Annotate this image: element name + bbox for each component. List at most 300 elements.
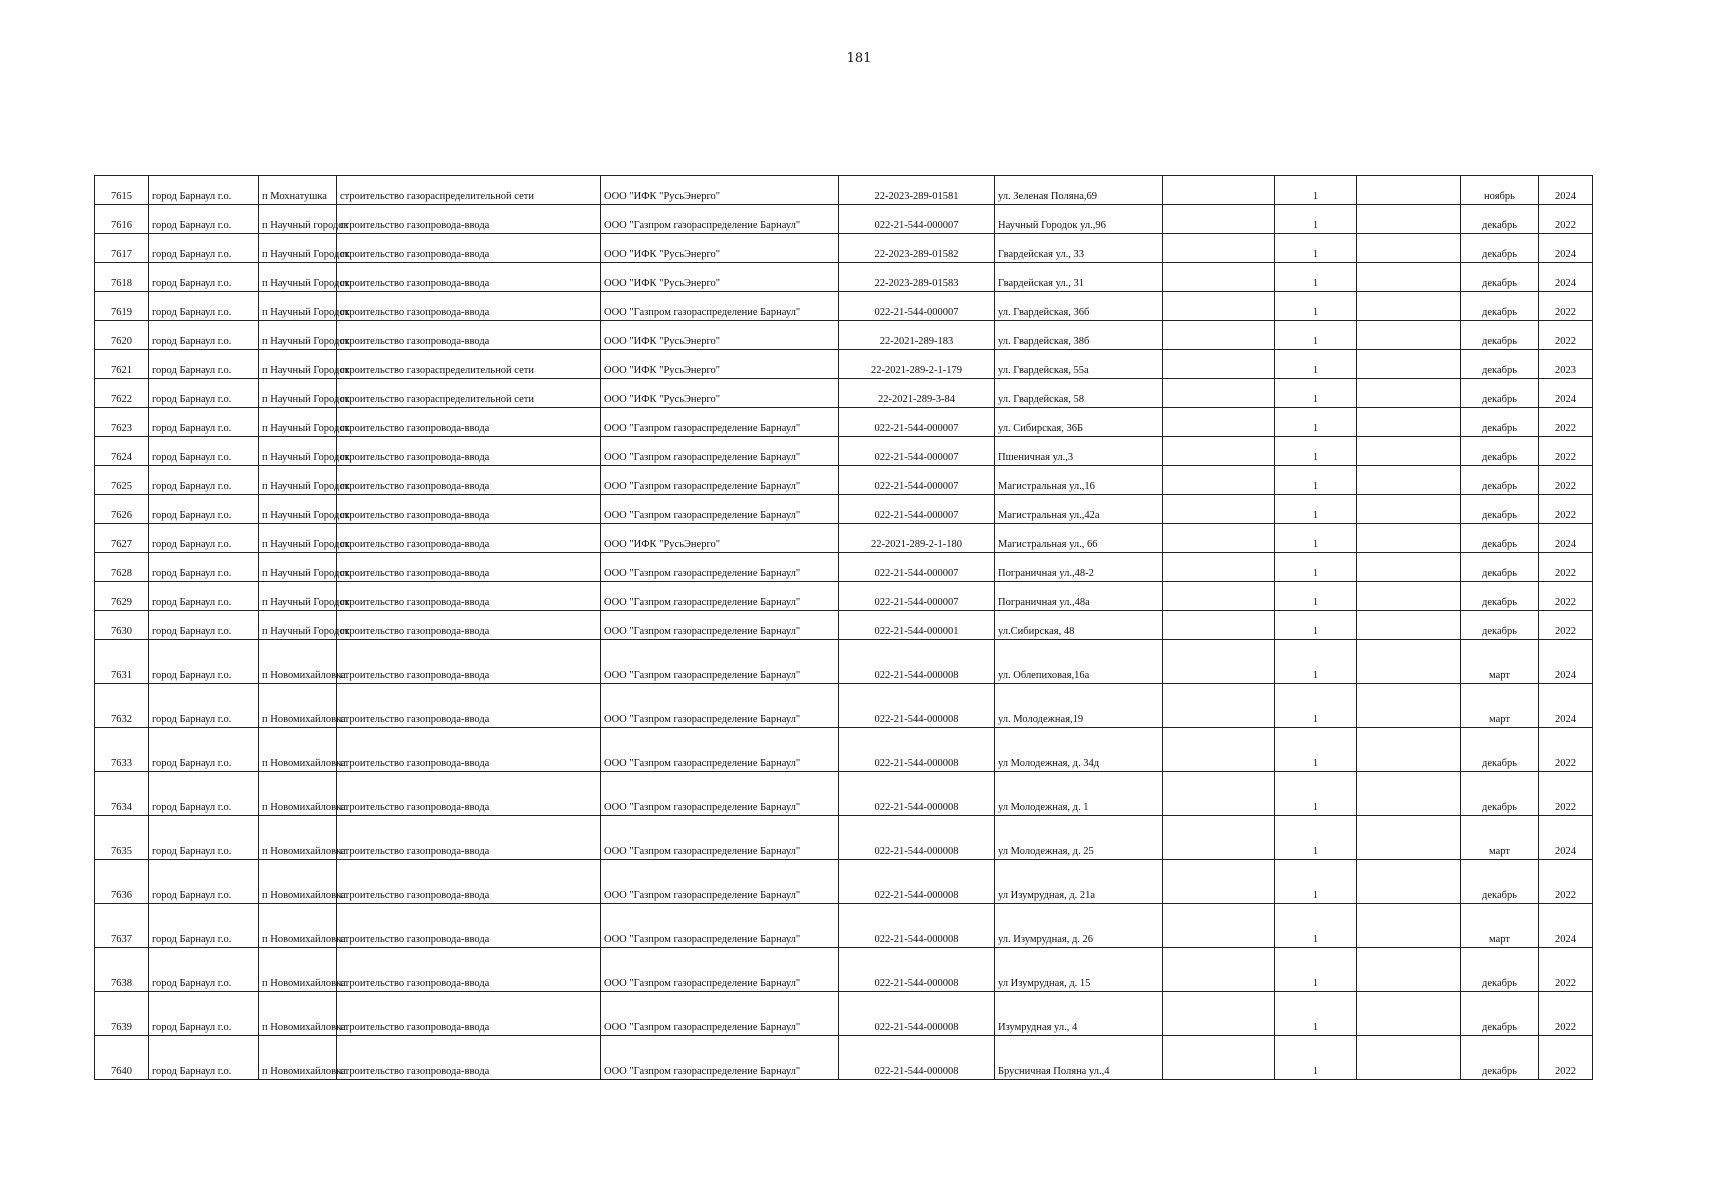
quantity-cell: 1: [1275, 553, 1357, 582]
district-cell: город Барнаул г.о.: [149, 466, 259, 495]
blank-cell: [1163, 1036, 1275, 1080]
district-cell: город Барнаул г.о.: [149, 379, 259, 408]
work-type-cell: строительство газопровода-ввода: [337, 437, 601, 466]
blank-cell: [1163, 582, 1275, 611]
district-cell: город Барнаул г.о.: [149, 582, 259, 611]
blank-cell: [1163, 321, 1275, 350]
settlement-cell: п Новомихайловка: [259, 772, 337, 816]
blank-cell: [1357, 553, 1461, 582]
gas-connection-register-table: [94, 175, 1593, 1080]
table-row: [95, 1036, 1593, 1080]
quantity-cell: 1: [1275, 611, 1357, 640]
address-cell: ул Изумрудная, д. 15: [995, 948, 1163, 992]
row-number: 7635: [95, 816, 149, 860]
settlement-cell: п Новомихайловка: [259, 684, 337, 728]
blank-cell: [1163, 816, 1275, 860]
quantity-cell: 1: [1275, 321, 1357, 350]
month-cell: декабрь: [1461, 466, 1539, 495]
table-row: [95, 234, 1593, 263]
district-cell: город Барнаул г.о.: [149, 205, 259, 234]
blank-cell: [1163, 350, 1275, 379]
district-cell: город Барнаул г.о.: [149, 728, 259, 772]
organization-cell: ООО "ИФК "РусьЭнерго": [601, 321, 839, 350]
blank-cell: [1357, 816, 1461, 860]
settlement-cell: п Научный Городок: [259, 234, 337, 263]
row-number: 7632: [95, 684, 149, 728]
table-row: [95, 176, 1593, 205]
table-row: [95, 495, 1593, 524]
table-row: [95, 582, 1593, 611]
work-type-cell: строительство газопровода-ввода: [337, 772, 601, 816]
year-cell: 2022: [1539, 948, 1593, 992]
month-cell: декабрь: [1461, 553, 1539, 582]
settlement-cell: п Новомихайловка: [259, 948, 337, 992]
district-cell: город Барнаул г.о.: [149, 263, 259, 292]
organization-cell: ООО "Газпром газораспределение Барнаул": [601, 904, 839, 948]
settlement-cell: п Научный Городок: [259, 408, 337, 437]
blank-cell: [1357, 860, 1461, 904]
year-cell: 2022: [1539, 611, 1593, 640]
blank-cell: [1357, 350, 1461, 379]
page-number: 181: [846, 51, 872, 66]
address-cell: ул. Гвардейская, 55а: [995, 350, 1163, 379]
blank-cell: [1357, 321, 1461, 350]
row-number: 7619: [95, 292, 149, 321]
program-code-cell: 022-21-544-000007: [839, 437, 995, 466]
blank-cell: [1163, 772, 1275, 816]
row-number: 7622: [95, 379, 149, 408]
month-cell: декабрь: [1461, 263, 1539, 292]
year-cell: 2022: [1539, 772, 1593, 816]
settlement-cell: п Новомихайловка: [259, 728, 337, 772]
work-type-cell: строительство газораспределительной сети: [337, 379, 601, 408]
settlement-cell: п Новомихайловка: [259, 992, 337, 1036]
row-number: 7628: [95, 553, 149, 582]
quantity-cell: 1: [1275, 728, 1357, 772]
work-type-cell: строительство газопровода-ввода: [337, 466, 601, 495]
row-number: 7624: [95, 437, 149, 466]
table-row: [95, 292, 1593, 321]
table-row: [95, 553, 1593, 582]
blank-cell: [1163, 292, 1275, 321]
quantity-cell: 1: [1275, 904, 1357, 948]
address-cell: ул. Изумрудная, д. 26: [995, 904, 1163, 948]
quantity-cell: 1: [1275, 437, 1357, 466]
month-cell: ноябрь: [1461, 176, 1539, 205]
month-cell: декабрь: [1461, 772, 1539, 816]
organization-cell: ООО "Газпром газораспределение Барнаул": [601, 1036, 839, 1080]
address-cell: Брусничная Поляна ул.,4: [995, 1036, 1163, 1080]
settlement-cell: п Научный Городок: [259, 350, 337, 379]
organization-cell: ООО "Газпром газораспределение Барнаул": [601, 948, 839, 992]
month-cell: декабрь: [1461, 437, 1539, 466]
program-code-cell: 022-21-544-000007: [839, 553, 995, 582]
blank-cell: [1357, 640, 1461, 684]
table-row: [95, 992, 1593, 1036]
district-cell: город Барнаул г.о.: [149, 321, 259, 350]
table-row: [95, 640, 1593, 684]
address-cell: ул. Облепиховая,16а: [995, 640, 1163, 684]
year-cell: 2022: [1539, 292, 1593, 321]
organization-cell: ООО "Газпром газораспределение Барнаул": [601, 495, 839, 524]
settlement-cell: п Научный Городок: [259, 321, 337, 350]
table-row: [95, 611, 1593, 640]
settlement-cell: п Научный Городок: [259, 292, 337, 321]
quantity-cell: 1: [1275, 1036, 1357, 1080]
settlement-cell: п Научный Городок: [259, 553, 337, 582]
month-cell: декабрь: [1461, 321, 1539, 350]
quantity-cell: 1: [1275, 292, 1357, 321]
table-row: [95, 321, 1593, 350]
organization-cell: ООО "ИФК "РусьЭнерго": [601, 234, 839, 263]
register-body: [95, 176, 1593, 1080]
program-code-cell: 022-21-544-000008: [839, 1036, 995, 1080]
quantity-cell: 1: [1275, 684, 1357, 728]
address-cell: ул. Гвардейская, 38б: [995, 321, 1163, 350]
program-code-cell: 022-21-544-000008: [839, 728, 995, 772]
address-cell: Научный Городок ул.,96: [995, 205, 1163, 234]
table-row: [95, 684, 1593, 728]
district-cell: город Барнаул г.о.: [149, 350, 259, 379]
address-cell: ул. Зеленая Поляна,69: [995, 176, 1163, 205]
work-type-cell: строительство газопровода-ввода: [337, 948, 601, 992]
month-cell: декабрь: [1461, 379, 1539, 408]
program-code-cell: 022-21-544-000008: [839, 684, 995, 728]
work-type-cell: строительство газораспределительной сети: [337, 350, 601, 379]
month-cell: декабрь: [1461, 1036, 1539, 1080]
program-code-cell: 022-21-544-000007: [839, 408, 995, 437]
table-row: [95, 466, 1593, 495]
blank-cell: [1163, 904, 1275, 948]
quantity-cell: 1: [1275, 408, 1357, 437]
program-code-cell: 22-2021-289-2-1-180: [839, 524, 995, 553]
blank-cell: [1357, 437, 1461, 466]
district-cell: город Барнаул г.о.: [149, 408, 259, 437]
address-cell: ул Молодежная, д. 25: [995, 816, 1163, 860]
month-cell: март: [1461, 684, 1539, 728]
blank-cell: [1163, 684, 1275, 728]
program-code-cell: 022-21-544-000008: [839, 860, 995, 904]
blank-cell: [1357, 292, 1461, 321]
quantity-cell: 1: [1275, 524, 1357, 553]
row-number: 7618: [95, 263, 149, 292]
year-cell: 2022: [1539, 408, 1593, 437]
district-cell: город Барнаул г.о.: [149, 495, 259, 524]
address-cell: ул. Гвардейская, 58: [995, 379, 1163, 408]
work-type-cell: строительство газопровода-ввода: [337, 904, 601, 948]
organization-cell: ООО "Газпром газораспределение Барнаул": [601, 684, 839, 728]
year-cell: 2022: [1539, 205, 1593, 234]
month-cell: декабрь: [1461, 234, 1539, 263]
work-type-cell: строительство газопровода-ввода: [337, 611, 601, 640]
blank-cell: [1357, 772, 1461, 816]
settlement-cell: п Научный Городок: [259, 582, 337, 611]
row-number: 7621: [95, 350, 149, 379]
address-cell: Пшеничная ул.,3: [995, 437, 1163, 466]
settlement-cell: п Научный Городок: [259, 263, 337, 292]
year-cell: 2022: [1539, 992, 1593, 1036]
address-cell: ул. Сибирская, 36Б: [995, 408, 1163, 437]
table-row: [95, 948, 1593, 992]
blank-cell: [1357, 728, 1461, 772]
month-cell: декабрь: [1461, 524, 1539, 553]
organization-cell: ООО "Газпром газораспределение Барнаул": [601, 408, 839, 437]
blank-cell: [1357, 1036, 1461, 1080]
month-cell: декабрь: [1461, 408, 1539, 437]
blank-cell: [1163, 948, 1275, 992]
month-cell: декабрь: [1461, 292, 1539, 321]
program-code-cell: 22-2021-289-2-1-179: [839, 350, 995, 379]
blank-cell: [1163, 640, 1275, 684]
program-code-cell: 22-2023-289-01583: [839, 263, 995, 292]
settlement-cell: п Научный Городок: [259, 524, 337, 553]
year-cell: 2022: [1539, 582, 1593, 611]
address-cell: ул. Гвардейская, 36б: [995, 292, 1163, 321]
organization-cell: ООО "Газпром газораспределение Барнаул": [601, 772, 839, 816]
table-row: [95, 524, 1593, 553]
blank-cell: [1357, 684, 1461, 728]
work-type-cell: строительство газопровода-ввода: [337, 524, 601, 553]
blank-cell: [1163, 234, 1275, 263]
district-cell: город Барнаул г.о.: [149, 611, 259, 640]
organization-cell: ООО "Газпром газораспределение Барнаул": [601, 728, 839, 772]
quantity-cell: 1: [1275, 948, 1357, 992]
program-code-cell: 022-21-544-000008: [839, 772, 995, 816]
district-cell: город Барнаул г.о.: [149, 176, 259, 205]
year-cell: 2024: [1539, 379, 1593, 408]
address-cell: ул.Сибирская, 48: [995, 611, 1163, 640]
work-type-cell: строительство газопровода-ввода: [337, 860, 601, 904]
work-type-cell: строительство газопровода-ввода: [337, 992, 601, 1036]
address-cell: ул Молодежная, д. 1: [995, 772, 1163, 816]
month-cell: декабрь: [1461, 582, 1539, 611]
address-cell: Магистральная ул.,16: [995, 466, 1163, 495]
row-number: 7615: [95, 176, 149, 205]
district-cell: город Барнаул г.о.: [149, 524, 259, 553]
year-cell: 2022: [1539, 1036, 1593, 1080]
district-cell: город Барнаул г.о.: [149, 684, 259, 728]
blank-cell: [1163, 437, 1275, 466]
row-number: 7625: [95, 466, 149, 495]
row-number: 7630: [95, 611, 149, 640]
work-type-cell: строительство газопровода-ввода: [337, 553, 601, 582]
blank-cell: [1163, 992, 1275, 1036]
blank-cell: [1357, 263, 1461, 292]
row-number: 7629: [95, 582, 149, 611]
work-type-cell: строительство газопровода-ввода: [337, 408, 601, 437]
quantity-cell: 1: [1275, 816, 1357, 860]
organization-cell: ООО "ИФК "РусьЭнерго": [601, 379, 839, 408]
program-code-cell: 022-21-544-000008: [839, 992, 995, 1036]
work-type-cell: строительство газопровода-ввода: [337, 582, 601, 611]
address-cell: Гвардейская ул., 31: [995, 263, 1163, 292]
quantity-cell: 1: [1275, 205, 1357, 234]
work-type-cell: строительство газопровода-ввода: [337, 321, 601, 350]
work-type-cell: строительство газопровода-ввода: [337, 234, 601, 263]
district-cell: город Барнаул г.о.: [149, 860, 259, 904]
blank-cell: [1163, 495, 1275, 524]
work-type-cell: строительство газопровода-ввода: [337, 816, 601, 860]
blank-cell: [1357, 176, 1461, 205]
quantity-cell: 1: [1275, 379, 1357, 408]
year-cell: 2022: [1539, 495, 1593, 524]
row-number: 7627: [95, 524, 149, 553]
year-cell: 2022: [1539, 728, 1593, 772]
address-cell: Магистральная ул., 66: [995, 524, 1163, 553]
organization-cell: ООО "Газпром газораспределение Барнаул": [601, 860, 839, 904]
address-cell: Пограничная ул.,48-2: [995, 553, 1163, 582]
organization-cell: ООО "Газпром газораспределение Барнаул": [601, 466, 839, 495]
settlement-cell: п Новомихайловка: [259, 640, 337, 684]
blank-cell: [1163, 263, 1275, 292]
district-cell: город Барнаул г.о.: [149, 816, 259, 860]
row-number: 7623: [95, 408, 149, 437]
row-number: 7640: [95, 1036, 149, 1080]
district-cell: город Барнаул г.о.: [149, 437, 259, 466]
program-code-cell: 022-21-544-000008: [839, 640, 995, 684]
work-type-cell: строительство газопровода-ввода: [337, 205, 601, 234]
row-number: 7626: [95, 495, 149, 524]
address-cell: ул Изумрудная, д. 21а: [995, 860, 1163, 904]
blank-cell: [1357, 495, 1461, 524]
table-row: [95, 904, 1593, 948]
row-number: 7617: [95, 234, 149, 263]
blank-cell: [1163, 611, 1275, 640]
blank-cell: [1163, 176, 1275, 205]
month-cell: декабрь: [1461, 205, 1539, 234]
settlement-cell: п Научный Городок: [259, 611, 337, 640]
work-type-cell: строительство газопровода-ввода: [337, 684, 601, 728]
settlement-cell: п Новомихайловка: [259, 904, 337, 948]
district-cell: город Барнаул г.о.: [149, 234, 259, 263]
blank-cell: [1357, 611, 1461, 640]
organization-cell: ООО "Газпром газораспределение Барнаул": [601, 611, 839, 640]
program-code-cell: 22-2021-289-183: [839, 321, 995, 350]
blank-cell: [1357, 524, 1461, 553]
blank-cell: [1163, 860, 1275, 904]
work-type-cell: строительство газораспределительной сети: [337, 176, 601, 205]
row-number: 7638: [95, 948, 149, 992]
table-row: [95, 772, 1593, 816]
table-row: [95, 379, 1593, 408]
district-cell: город Барнаул г.о.: [149, 772, 259, 816]
blank-cell: [1357, 379, 1461, 408]
table-row: [95, 860, 1593, 904]
year-cell: 2024: [1539, 176, 1593, 205]
quantity-cell: 1: [1275, 263, 1357, 292]
blank-cell: [1357, 234, 1461, 263]
settlement-cell: п Мохнатушка: [259, 176, 337, 205]
table-row: [95, 205, 1593, 234]
quantity-cell: 1: [1275, 350, 1357, 379]
address-cell: ул Молодежная, д. 34д: [995, 728, 1163, 772]
program-code-cell: 022-21-544-000001: [839, 611, 995, 640]
address-cell: Магистральная ул.,42а: [995, 495, 1163, 524]
program-code-cell: 022-21-544-000007: [839, 466, 995, 495]
settlement-cell: п Научный городок: [259, 205, 337, 234]
district-cell: город Барнаул г.о.: [149, 292, 259, 321]
work-type-cell: строительство газопровода-ввода: [337, 292, 601, 321]
month-cell: март: [1461, 904, 1539, 948]
row-number: 7636: [95, 860, 149, 904]
program-code-cell: 22-2023-289-01582: [839, 234, 995, 263]
year-cell: 2024: [1539, 524, 1593, 553]
year-cell: 2022: [1539, 466, 1593, 495]
organization-cell: ООО "ИФК "РусьЭнерго": [601, 524, 839, 553]
blank-cell: [1357, 466, 1461, 495]
year-cell: 2022: [1539, 321, 1593, 350]
row-number: 7637: [95, 904, 149, 948]
table-row: [95, 437, 1593, 466]
organization-cell: ООО "Газпром газораспределение Барнаул": [601, 437, 839, 466]
work-type-cell: строительство газопровода-ввода: [337, 728, 601, 772]
settlement-cell: п Новомихайловка: [259, 816, 337, 860]
table-row: [95, 816, 1593, 860]
district-cell: город Барнаул г.о.: [149, 1036, 259, 1080]
blank-cell: [1163, 408, 1275, 437]
organization-cell: ООО "ИФК "РусьЭнерго": [601, 263, 839, 292]
address-cell: ул. Молодежная,19: [995, 684, 1163, 728]
organization-cell: ООО "Газпром газораспределение Барнаул": [601, 640, 839, 684]
organization-cell: ООО "Газпром газораспределение Барнаул": [601, 992, 839, 1036]
program-code-cell: 022-21-544-000008: [839, 904, 995, 948]
district-cell: город Барнаул г.о.: [149, 904, 259, 948]
year-cell: 2024: [1539, 904, 1593, 948]
month-cell: март: [1461, 816, 1539, 860]
row-number: 7633: [95, 728, 149, 772]
organization-cell: ООО "Газпром газораспределение Барнаул": [601, 553, 839, 582]
blank-cell: [1163, 466, 1275, 495]
month-cell: март: [1461, 640, 1539, 684]
month-cell: декабрь: [1461, 948, 1539, 992]
quantity-cell: 1: [1275, 176, 1357, 205]
year-cell: 2024: [1539, 684, 1593, 728]
settlement-cell: п Новомихайловка: [259, 1036, 337, 1080]
year-cell: 2023: [1539, 350, 1593, 379]
quantity-cell: 1: [1275, 772, 1357, 816]
work-type-cell: строительство газопровода-ввода: [337, 263, 601, 292]
blank-cell: [1163, 205, 1275, 234]
blank-cell: [1357, 408, 1461, 437]
address-cell: Изумрудная ул., 4: [995, 992, 1163, 1036]
month-cell: декабрь: [1461, 860, 1539, 904]
program-code-cell: 022-21-544-000008: [839, 816, 995, 860]
blank-cell: [1357, 948, 1461, 992]
district-cell: город Барнаул г.о.: [149, 553, 259, 582]
blank-cell: [1163, 553, 1275, 582]
row-number: 7616: [95, 205, 149, 234]
month-cell: декабрь: [1461, 350, 1539, 379]
year-cell: 2024: [1539, 263, 1593, 292]
program-code-cell: 022-21-544-000007: [839, 495, 995, 524]
program-code-cell: 22-2023-289-01581: [839, 176, 995, 205]
quantity-cell: 1: [1275, 495, 1357, 524]
quantity-cell: 1: [1275, 466, 1357, 495]
table-row: [95, 408, 1593, 437]
blank-cell: [1357, 205, 1461, 234]
quantity-cell: 1: [1275, 640, 1357, 684]
blank-cell: [1163, 524, 1275, 553]
settlement-cell: п Научный Городок: [259, 379, 337, 408]
organization-cell: ООО "ИФК "РусьЭнерго": [601, 176, 839, 205]
blank-cell: [1357, 992, 1461, 1036]
organization-cell: ООО "ИФК "РусьЭнерго": [601, 350, 839, 379]
address-cell: Пограничная ул.,48а: [995, 582, 1163, 611]
district-cell: город Барнаул г.о.: [149, 992, 259, 1036]
year-cell: 2024: [1539, 816, 1593, 860]
district-cell: город Барнаул г.о.: [149, 948, 259, 992]
work-type-cell: строительство газопровода-ввода: [337, 640, 601, 684]
